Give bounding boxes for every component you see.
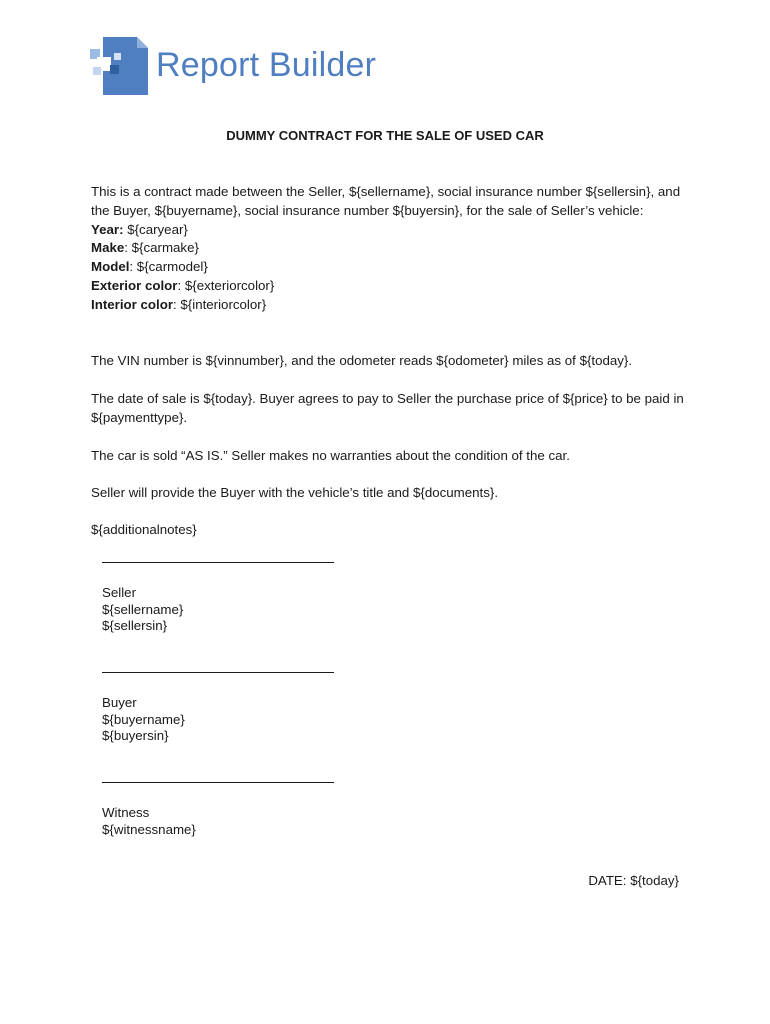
field-interior-color (91, 296, 691, 315)
sale-paragraph: The date of sale is ${today}. Buyer agrees to pay to Seller the purchase price of ${price} to be paid in ${paymenttype}. (91, 391, 684, 425)
signature-role: Seller (102, 585, 136, 600)
field-exterior-color (91, 277, 691, 296)
field-value: : ${carmake} (124, 240, 199, 256)
field-year (91, 221, 691, 240)
as-is-paragraph: The car is sold “AS IS.” Seller makes no warranties about the condition of the car. (91, 448, 570, 463)
signature-line (102, 672, 334, 673)
field-value: ${caryear} (123, 221, 188, 237)
signature-sin: ${sellersin} (102, 618, 168, 633)
witness-signature-block (102, 782, 334, 838)
field-label: Interior color (91, 296, 174, 312)
field-value: : ${exteriorcolor} (177, 277, 275, 293)
signature-name: ${sellername} (102, 601, 184, 617)
report-builder-logo-icon (90, 37, 148, 95)
logo-text: Report Builder (156, 46, 377, 84)
additional-notes: ${additionalnotes} (91, 522, 197, 537)
signature-role: Witness (102, 805, 150, 820)
field-value: : ${interiorcolor} (173, 296, 267, 312)
field-label: Exterior color (91, 277, 178, 293)
seller-signature-block (102, 562, 334, 635)
signature-role: Buyer (102, 695, 137, 710)
signature-name: ${witnessname} (102, 821, 196, 837)
signature-sin: ${buyersin} (102, 728, 169, 743)
field-label: Year: (91, 221, 124, 237)
buyer-signature-block (102, 672, 334, 745)
title-paragraph: Seller will provide the Buyer with the vehicle’s title and ${documents}. (91, 485, 499, 500)
field-model (91, 258, 691, 277)
signature-line (102, 562, 334, 563)
contract-intro-block (91, 183, 691, 315)
field-value: : ${carmodel} (129, 259, 208, 275)
intro-paragraph: This is a contract made between the Seller, ${sellername}, social insurance number ${sellersin}, and the Buyer, ${buyername}, social insurance number ${buyersin}, for the sale of Seller’s vehicle: (91, 184, 681, 218)
field-label: Make (91, 240, 125, 256)
vin-paragraph: The VIN number is ${vinnumber}, and the odometer reads ${odometer} miles as of ${today}. (91, 353, 633, 368)
date-line: DATE: ${today} (588, 873, 679, 888)
document-title: DUMMY CONTRACT FOR THE SALE OF USED CAR (226, 128, 544, 143)
signature-name: ${buyername} (102, 711, 185, 727)
field-make (91, 239, 691, 258)
field-label: Model (91, 259, 130, 275)
signature-line (102, 782, 334, 783)
